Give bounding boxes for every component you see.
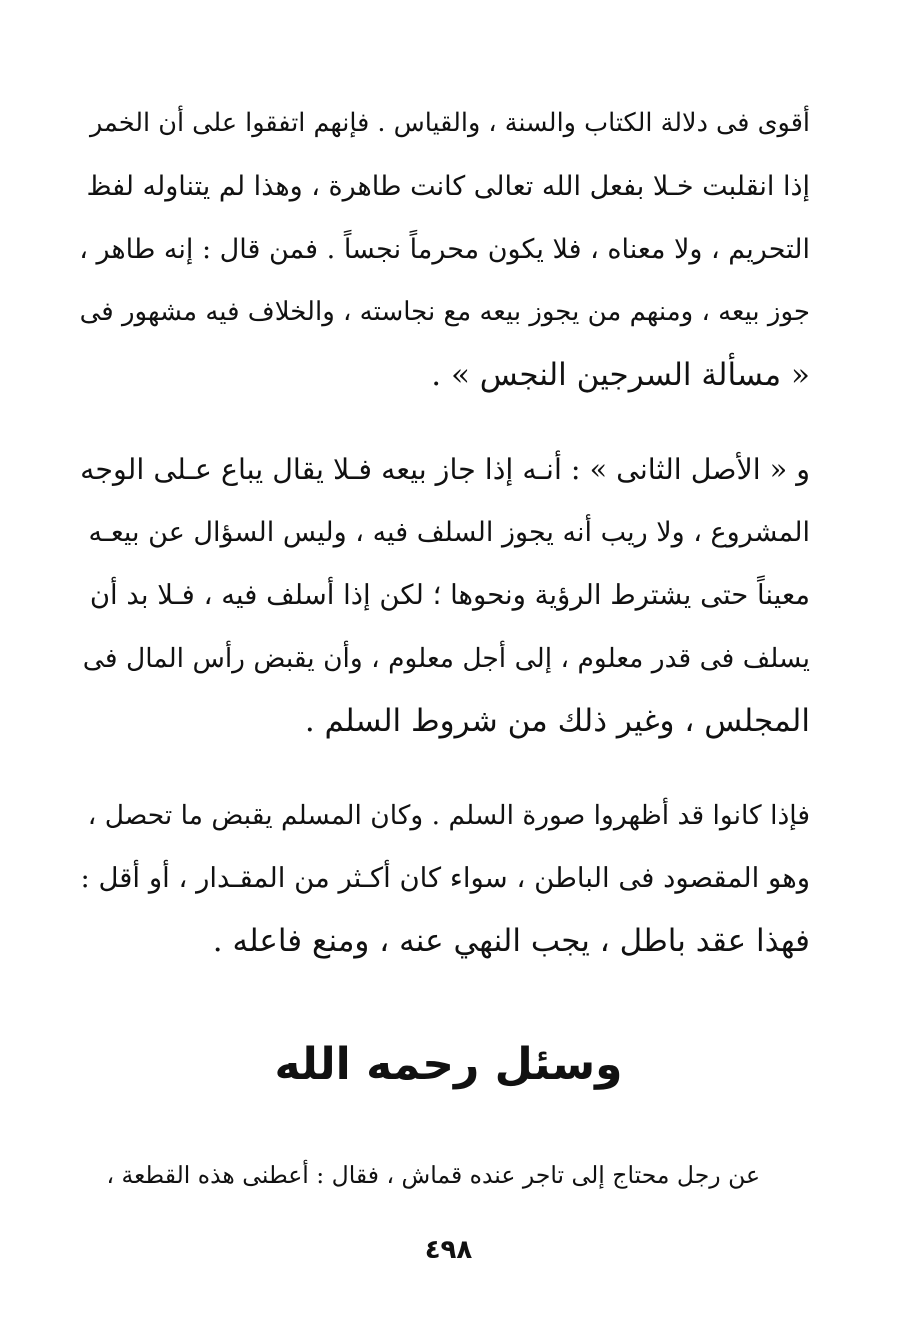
section-heading: وسئل رحمه الله bbox=[274, 1039, 623, 1090]
paragraph-2 bbox=[78, 438, 810, 753]
paragraph-1 bbox=[78, 92, 810, 407]
text-line: المجلس ، وغير ذلك من شروط السلم . bbox=[304, 703, 810, 739]
text-line: وهو المقصود فى الباطن ، سواء كان أكـثر من المقـدار ، أو أقل : bbox=[80, 862, 810, 894]
page-number: ٤٩٨ bbox=[424, 1235, 473, 1265]
text-line: إذا انقلبت خـلا بفعل الله تعالى كانت طاهرة ، وهذا لم يتناوله لفظ bbox=[86, 171, 810, 202]
text-line: يسلف فى قدر معلوم ، إلى أجل معلوم ، وأن يقبض رأس المال فى bbox=[82, 643, 810, 674]
question-text: عن رجل محتاج إلى تاجر عنده قماش ، فقال : أعطنى هذه القطعة ، bbox=[106, 1161, 760, 1189]
text-line: « مسألة السرجين النجس » . bbox=[431, 357, 810, 393]
text-line: و « الأصل الثانى » : أنـه إذا جاز بيعه فـلا يقال يباع عـلى الوجه bbox=[80, 453, 810, 486]
text-line: المشروع ، ولا ريب أنه يجوز السلف فيه ، وليس السؤال عن بيعـه bbox=[88, 517, 810, 548]
text-line: فإذا كانوا قد أظهروا صورة السلم . وكان المسلم يقبض ما تحصل ، bbox=[87, 800, 810, 831]
text-line: التحريم ، ولا معناه ، فلا يكون محرماً نجساً . فمن قال : إنه طاهر ، bbox=[79, 234, 810, 265]
text-line: معيناً حتى يشترط الرؤية ونحوها ؛ لكن إذا أسلف فيه ، فـلا بد أن bbox=[89, 579, 810, 611]
text-line: جوز بيعه ، ومنهم من يجوز بيعه مع نجاسته ، والخلاف فيه مشهور فى bbox=[79, 297, 810, 327]
text-line: أقوى فى دلالة الكتاب والسنة ، والقياس . فإنهم اتفقوا على أن الخمر bbox=[89, 108, 810, 138]
text-line: فهذا عقد باطل ، يجب النهي عنه ، ومنع فاعله . bbox=[212, 923, 810, 959]
paragraph-3 bbox=[78, 784, 810, 973]
